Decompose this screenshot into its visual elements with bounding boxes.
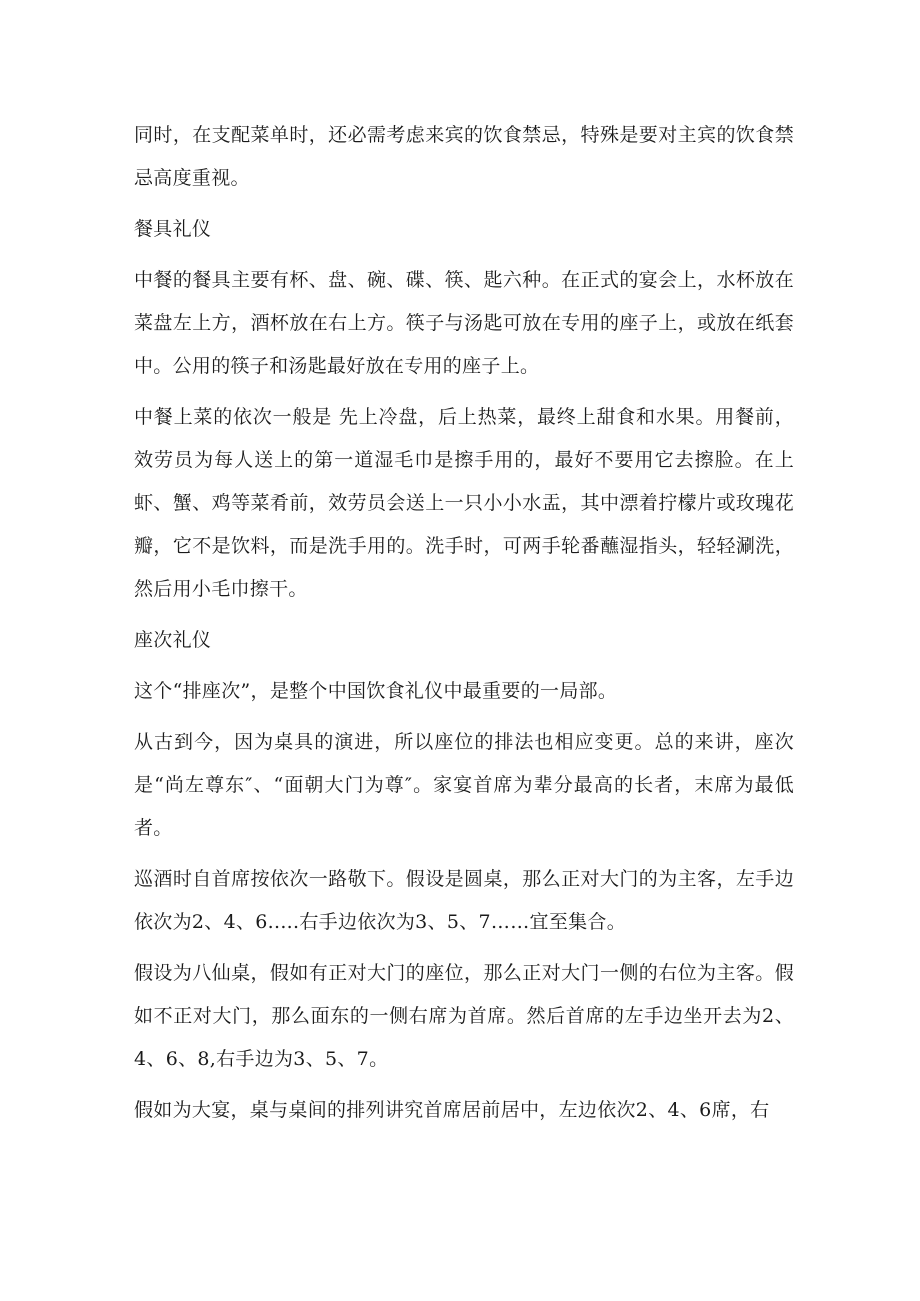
paragraph-banquet-arrangement: 假如为大宴，桌与桌间的排列讲究首席居前居中，左边依次2、4、6席，右 (134, 1099, 770, 1121)
paragraph-seating-intro: 这个“排座次”，是整个中国饮食礼仪中最重要的一局部。 (134, 680, 618, 702)
paragraph-tableware: 中餐的餐具主要有杯、盘、碗、碟、筷、匙六种。在正式的宴会上，水杯放在菜盘左上方，酒杯放在右上方。筷子与汤匙可放在专用的座子上，或放在纸套中。公用的筷子和汤匙最好放在专用的座子上。 (134, 269, 794, 377)
paragraph-serving-order: 中餐上菜的依次一般是 先上冷盘，后上热菜，最终上甜食和水果。用餐前，效劳员为每人送上的第一道湿毛巾是擦手用的，最好不要用它去擦脸。在上虾、蟹、鸡等菜肴前，效劳员会送上一只小小水盂，其中漂着拧檬片或玫瑰花瓣，它不是饮料，而是洗手用的。洗手时，可两手轮番蘸湿指头，轻轻涮洗，然后用小毛巾擦干。 (134, 406, 794, 600)
document-body (134, 114, 794, 1140)
paragraph-dietary-taboos: 同时，在支配菜单时，还必需考虑来宾的饮食禁忌，特殊是要对主宾的饮食禁忌高度重视。 (134, 124, 794, 189)
paragraph-toasting-order: 巡酒时自首席按依次一路敬下。假设是圆桌，那么正对大门的为主客，左手边依次为2、4、6.....右手边依次为3、5、7……宜至集合。 (134, 868, 794, 933)
paragraph-seating-history: 从古到今，因为桌具的演进，所以座位的排法也相应变更。总的来讲，座次是“尚左尊东″、“面朝大门为尊″。家宴首席为辈分最高的长者，末席为最低者。 (134, 731, 794, 839)
paragraph-eight-immortals-table: 假设为八仙桌，假如有正对大门的座位，那么正对大门一侧的右位为主客。假如不正对大门，那么面东的一侧右席为首席。然后首席的左手边坐开去为2、4、6、8,右手边为3、5、7。 (134, 962, 794, 1070)
heading-tableware-etiquette: 餐具礼仪 (134, 218, 212, 240)
heading-seating-etiquette: 座次礼仪 (134, 629, 212, 651)
